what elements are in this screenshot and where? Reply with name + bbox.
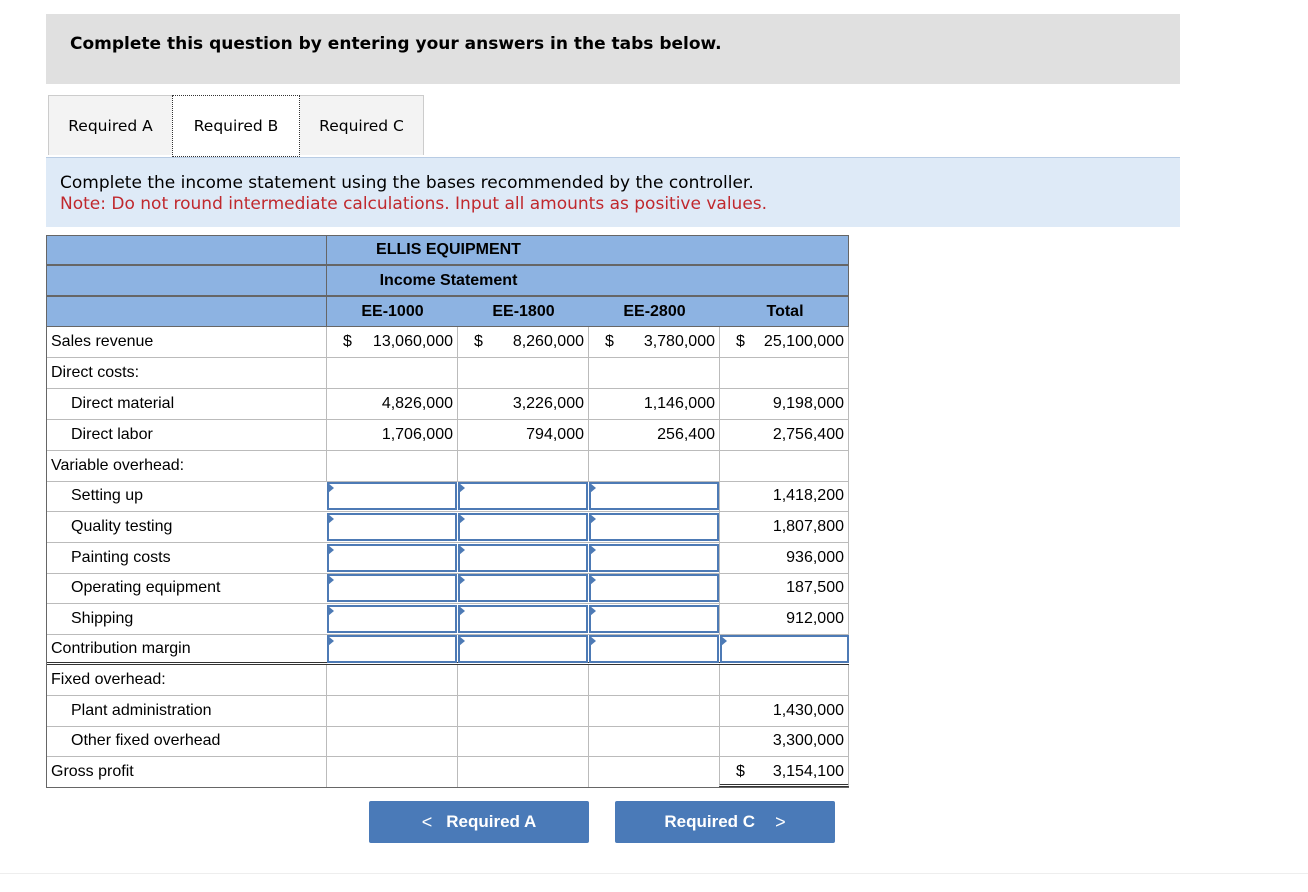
direct-material-ee-1800: 3,226,000 — [512, 395, 584, 412]
row-label: Operating equipment — [71, 579, 221, 596]
statement-title-row — [46, 265, 849, 296]
painting-costs-ee-2800-input[interactable] — [589, 544, 719, 572]
row-painting-costs — [46, 543, 849, 574]
row-operating-equipment — [46, 573, 849, 604]
instructions-panel — [46, 157, 1180, 227]
question-header-title: Complete this question by entering your answers in the tabs below. — [70, 34, 722, 54]
row-label: Contribution margin — [51, 640, 191, 657]
column-ee-2800: EE-2800 — [623, 303, 686, 320]
sales-ee-1800: 8,260,000 — [512, 333, 584, 350]
painting-costs-ee-1000-input[interactable] — [327, 544, 457, 572]
direct-material-ee-1000: 4,826,000 — [381, 395, 453, 412]
shipping-total: 912,000 — [786, 610, 844, 627]
column-ee-1000: EE-1000 — [361, 303, 424, 320]
row-shipping — [46, 604, 849, 635]
operating-equipment-ee-1800-input[interactable] — [458, 574, 588, 602]
row-fixed-overhead — [46, 665, 849, 696]
other-fixed-overhead-total: 3,300,000 — [772, 732, 844, 749]
setting-up-total: 1,418,200 — [772, 487, 844, 504]
sales-total: 25,100,000 — [763, 333, 844, 350]
direct-labor-ee-1800: 794,000 — [526, 426, 584, 443]
row-label: Sales revenue — [51, 333, 154, 350]
direct-material-ee-2800: 1,146,000 — [643, 395, 715, 412]
row-label: Quality testing — [71, 518, 173, 535]
row-quality-testing — [46, 512, 849, 543]
painting-costs-ee-1800-input[interactable] — [458, 544, 588, 572]
chevron-left-icon: < — [421, 811, 433, 832]
question-header — [46, 14, 1180, 84]
row-label: Direct costs: — [51, 364, 140, 381]
direct-labor-total: 2,756,400 — [772, 426, 844, 443]
row-direct-labor — [46, 420, 849, 451]
tab-required-b[interactable]: Required B — [172, 95, 300, 157]
row-label: Painting costs — [71, 549, 171, 566]
setting-up-ee-2800-input[interactable] — [589, 482, 719, 510]
row-label: Shipping — [71, 610, 134, 627]
quality-testing-total: 1,807,800 — [772, 518, 844, 535]
operating-equipment-ee-1000-input[interactable] — [327, 574, 457, 602]
next-tab-button[interactable] — [615, 801, 835, 843]
row-label: Direct labor — [71, 426, 153, 443]
operating-equipment-ee-2800-input[interactable] — [589, 574, 719, 602]
column-total: Total — [766, 303, 804, 320]
tab-required-c[interactable]: Required C — [300, 95, 424, 155]
setting-up-ee-1800-input[interactable] — [458, 482, 588, 510]
previous-tab-label: Required A — [446, 812, 537, 831]
quality-testing-ee-1800-input[interactable] — [458, 513, 588, 541]
sales-ee-2800: 3,780,000 — [643, 333, 715, 350]
painting-costs-total: 936,000 — [786, 549, 844, 566]
row-plant-administration — [46, 696, 849, 727]
quality-testing-ee-1000-input[interactable] — [327, 513, 457, 541]
gross-profit-total: 3,154,100 — [772, 763, 844, 780]
row-gross-profit — [46, 757, 849, 788]
instructions-text: Complete the income statement using the bases recommended by the controller. — [60, 173, 754, 193]
divider — [0, 873, 1308, 874]
gross-profit-currency: $ — [736, 763, 745, 780]
contribution-margin-total-input[interactable] — [720, 635, 849, 663]
plant-administration-total: 1,430,000 — [772, 702, 844, 719]
row-label: Gross profit — [51, 763, 134, 780]
row-label: Direct material — [71, 395, 175, 412]
previous-tab-button[interactable] — [369, 801, 589, 843]
row-direct-costs — [46, 358, 849, 389]
contribution-margin-ee-1000-input[interactable] — [327, 635, 457, 663]
row-setting-up — [46, 481, 849, 512]
row-label: Plant administration — [71, 702, 212, 719]
statement-company-row — [46, 235, 849, 265]
shipping-ee-1000-input[interactable] — [327, 605, 457, 633]
setting-up-ee-1000-input[interactable] — [327, 482, 457, 510]
shipping-ee-2800-input[interactable] — [589, 605, 719, 633]
direct-material-total: 9,198,000 — [772, 395, 844, 412]
row-label: Setting up — [71, 487, 144, 504]
contribution-margin-ee-1800-input[interactable] — [458, 635, 588, 663]
tab-required-a[interactable]: Required A — [48, 95, 172, 155]
instructions-note: Note: Do not round intermediate calculations. Input all amounts as positive values. — [60, 194, 768, 214]
row-direct-material — [46, 389, 849, 420]
contribution-margin-ee-2800-input[interactable] — [589, 635, 719, 663]
statement-column-header-row — [46, 296, 849, 327]
row-contribution-margin — [46, 634, 849, 665]
sales-ee-1000: 13,060,000 — [372, 333, 453, 350]
next-tab-label: Required C — [664, 812, 756, 831]
row-label: Other fixed overhead — [71, 732, 221, 749]
row-other-fixed-overhead — [46, 726, 849, 757]
statement-title: Income Statement — [379, 272, 518, 289]
statement-company: ELLIS EQUIPMENT — [376, 241, 521, 258]
shipping-ee-1800-input[interactable] — [458, 605, 588, 633]
direct-labor-ee-2800: 256,400 — [657, 426, 715, 443]
direct-labor-ee-1000: 1,706,000 — [381, 426, 453, 443]
chevron-right-icon: > — [775, 811, 786, 832]
row-label: Fixed overhead: — [51, 671, 166, 688]
row-label: Variable overhead: — [51, 457, 185, 474]
quality-testing-ee-2800-input[interactable] — [589, 513, 719, 541]
row-sales-revenue: Sales revenue $ 13,060,000 $ 8,260,000 $ 3,780,000 $ 25,100,000 — [46, 327, 849, 358]
operating-equipment-total: 187,500 — [786, 579, 844, 596]
row-variable-overhead — [46, 451, 849, 482]
column-ee-1800: EE-1800 — [492, 303, 555, 320]
